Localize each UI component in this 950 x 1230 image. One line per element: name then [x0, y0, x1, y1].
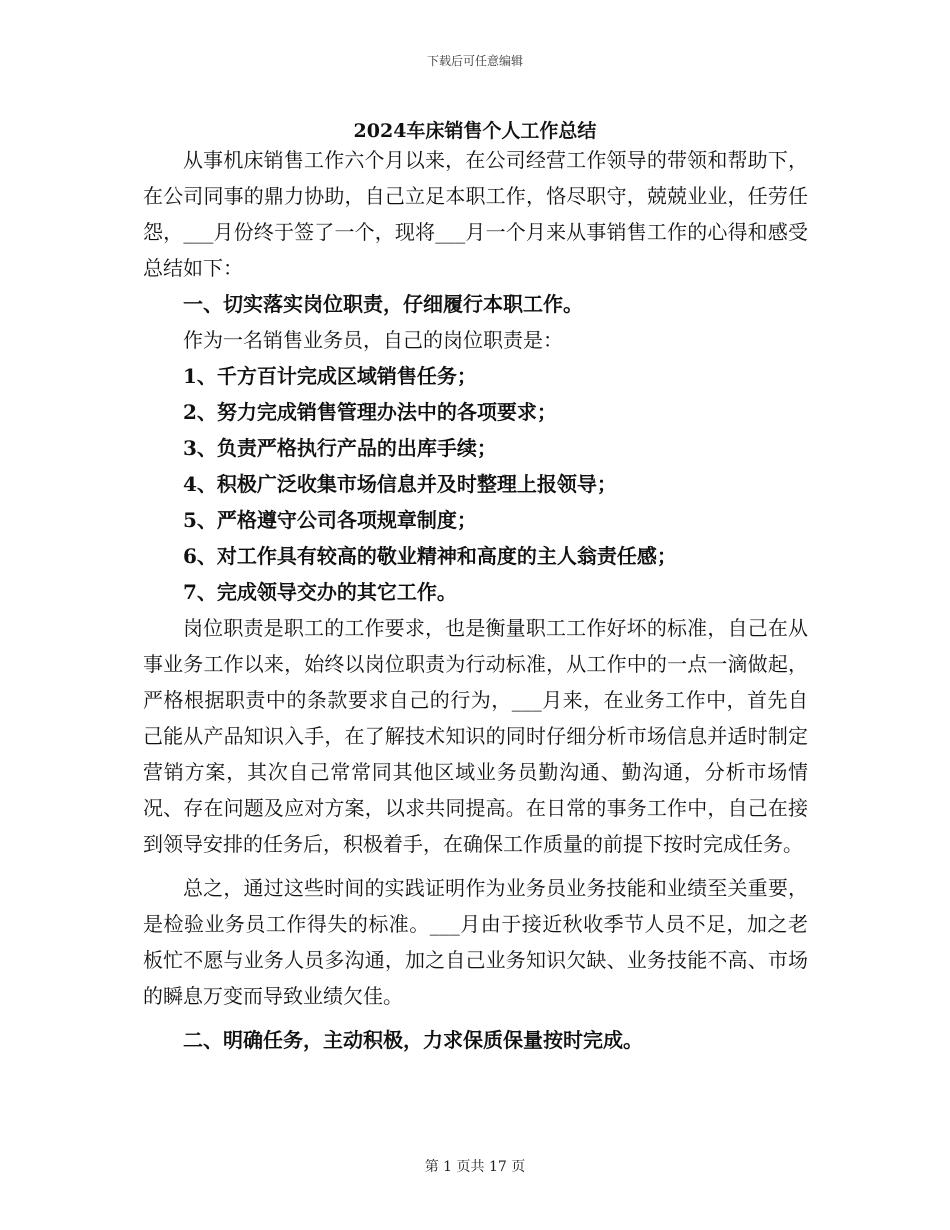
- document-title: 2024车床销售个人工作总结: [353, 120, 597, 142]
- intro-paragraph: 从事机床销售工作六个月以来，在公司经营工作领导的带领和帮助下，在公司同事的鼎力协助，自己立足本职工作，恪尽职守，兢兢业业，任劳任怨，___月份终于签了一个，现将___月一个月来从事销售工作的心得和感受总结如下：: [143, 148, 808, 280]
- duty-item-5: 5、严格遵守公司各项规章制度；: [183, 508, 477, 532]
- duty-item-7: 7、完成领导交办的其它工作。: [183, 580, 457, 604]
- body-paragraph-duties: 岗位职责是职工的工作要求，也是衡量职工工作好坏的标准，自己在从事业务工作以来，始终以岗位职责为行动标准，从工作中的一点一滴做起，严格根据职责中的条款要求自己的行为，___月来，在业务工作中，首先自己能从产品知识入手，在了解技术知识的同时仔细分析市场信息并适时制定营销方案，其次自己常常同其他区域业务员勤沟通、勤沟通，分析市场情况、存在问题及应对方案，以求共同提高。在日常的事务工作中，自己在接到领导安排的任务后，积极着手，在确保工作质量的前提下按时完成任务。: [143, 616, 808, 856]
- duty-item-4: 4、积极广泛收集市场信息并及时整理上报领导；: [183, 472, 617, 496]
- duty-item-3: 3、负责严格执行产品的出库手续；: [183, 436, 497, 460]
- duty-item-6: 6、对工作具有较高的敬业精神和高度的主人翁责任感；: [183, 544, 677, 568]
- header-note: 下载后可任意编辑: [426, 54, 523, 68]
- duty-item-2: 2、努力完成销售管理办法中的各项要求；: [183, 400, 557, 424]
- section-heading-1: 一、切实落实岗位职责，仔细履行本职工作。: [183, 292, 583, 316]
- body-paragraph-summary: 总之，通过这些时间的实践证明作为业务员业务技能和业绩至关重要，是检验业务员工作得失的标准。___月由于接近秋收季节人员不足，加之老板忙不愿与业务人员多沟通，加之自己业务知识欠缺、业务技能不高、市场的瞬息万变而导致业绩欠佳。: [143, 876, 808, 1008]
- duty-item-1: 1、千方百计完成区域销售任务；: [183, 364, 477, 388]
- page-number: 第 1 页共 17 页: [424, 1159, 526, 1175]
- section-heading-2: 二、明确任务，主动积极，力求保质保量按时完成。: [183, 1028, 643, 1052]
- document-body: [143, 142, 808, 1058]
- duties-intro: 作为一名销售业务员，自己的岗位职责是：: [183, 328, 563, 352]
